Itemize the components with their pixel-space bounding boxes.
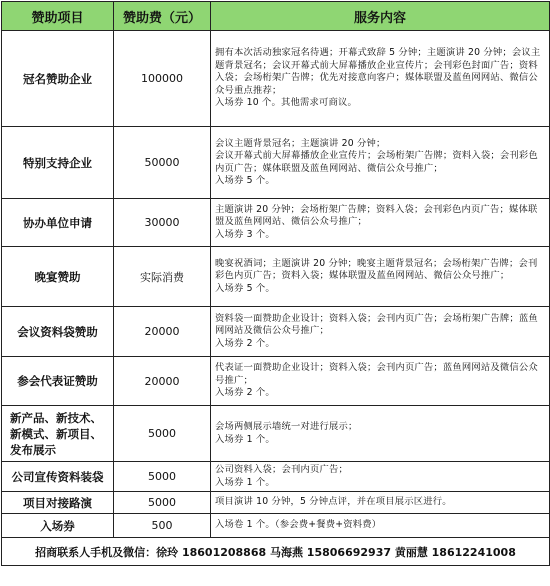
row-fee: 5000 xyxy=(114,492,211,514)
table-row xyxy=(2,462,550,492)
row-fee: 30000 xyxy=(114,199,211,247)
table-header-row xyxy=(2,2,550,31)
header-sponsor-item: 赞助项目 xyxy=(2,2,114,31)
row-fee: 5000 xyxy=(114,462,211,492)
row-content: 晚宴祝酒词；主题演讲 20 分钟；晚宴主题背景冠名；会场桁架广告牌；会刊彩色内页广告；资料入袋；媒体联盟及蓝鱼网网站、微信公众号推广； 入场券 5 个。 xyxy=(215,257,538,294)
table-row xyxy=(2,406,550,462)
table-row xyxy=(2,127,550,199)
header-service-content: 服务内容 xyxy=(211,2,550,31)
row-fee: 100000 xyxy=(114,31,211,127)
row-fee: 实际消费 xyxy=(114,247,211,307)
footer-row xyxy=(2,538,550,566)
sponsorship-table xyxy=(1,1,550,566)
header-sponsor-fee: 赞助费（元） xyxy=(114,2,211,31)
row-content: 代表证一面赞助企业设计；资料入袋；会刊内页广告；蓝鱼网网站及微信公众号推广； 入场券 2 个。 xyxy=(215,362,538,399)
row-name: 协办单位申请 xyxy=(2,199,114,247)
table-row xyxy=(2,357,550,406)
row-name: 入场券 xyxy=(2,514,114,538)
contact-footer: 招商联系人手机及微信：徐玲 18601208868 马海燕 15806692937 黄丽慧 18612241008 xyxy=(2,538,550,566)
table-row xyxy=(2,307,550,357)
table-row xyxy=(2,514,550,538)
row-content: 主题演讲 20 分钟；会场桁架广告牌；资料入袋；会刊彩色内页广告；媒体联盟及蓝鱼网网站、微信公众号推广； 入场券 3 个。 xyxy=(215,203,538,240)
table-row xyxy=(2,199,550,247)
row-name: 项目对接路演 xyxy=(2,492,114,514)
row-name: 公司宣传资料装袋 xyxy=(2,462,114,492)
table-row xyxy=(2,492,550,514)
row-content: 拥有本次活动独家冠名待遇；开幕式致辞 5 分钟；主题演讲 20 分钟；会议主题背景冠名；会议开幕式前大屏幕播放企业宣传片；会刊彩色封面广告；资料入袋；会场桁架广告牌；优先对接意向客户；媒体联盟及蓝鱼网网站、微信公众号重点推荐； 入场券 10 个。其他需求可商议。 xyxy=(215,47,541,109)
row-fee: 50000 xyxy=(114,127,211,199)
row-content: 入场卷 1 个。（参会费+餐费+资料费） xyxy=(215,519,382,531)
row-fee: 500 xyxy=(114,514,211,538)
row-content: 会议主题背景冠名；主题演讲 20 分钟； 会议开幕式前大屏幕播放企业宣传片；会场桁架广告牌；资料入袋；会刊彩色内页广告；媒体联盟及蓝鱼网网站、微信公众号推广； 入场券 5 个。 xyxy=(215,137,538,186)
table-row xyxy=(2,31,550,127)
row-content: 资料袋一面赞助企业设计；资料入袋；会刊内页广告；会场桁架广告牌；蓝鱼网网站及微信公众号推广； 入场券 2 个。 xyxy=(215,312,538,349)
row-fee: 20000 xyxy=(114,307,211,357)
row-content: 公司资料入袋；会刊内页广告； 入场券 1 个。 xyxy=(215,464,348,488)
row-content: 项目演讲 10 分钟，5 分钟点评，并在项目展示区进行。 xyxy=(215,496,452,508)
row-name: 新产品、新技术、新模式、新项目、发布展示 xyxy=(2,406,114,462)
row-name: 冠名赞助企业 xyxy=(2,31,114,127)
row-fee: 5000 xyxy=(114,406,211,462)
row-fee: 20000 xyxy=(114,357,211,406)
row-name: 会议资料袋赞助 xyxy=(2,307,114,357)
row-name: 参会代表证赞助 xyxy=(2,357,114,406)
row-name: 特别支持企业 xyxy=(2,127,114,199)
row-content: 会场两侧展示墙统一对进行展示； 入场券 1 个。 xyxy=(215,421,358,445)
row-name: 晚宴赞助 xyxy=(2,247,114,307)
table-row xyxy=(2,247,550,307)
